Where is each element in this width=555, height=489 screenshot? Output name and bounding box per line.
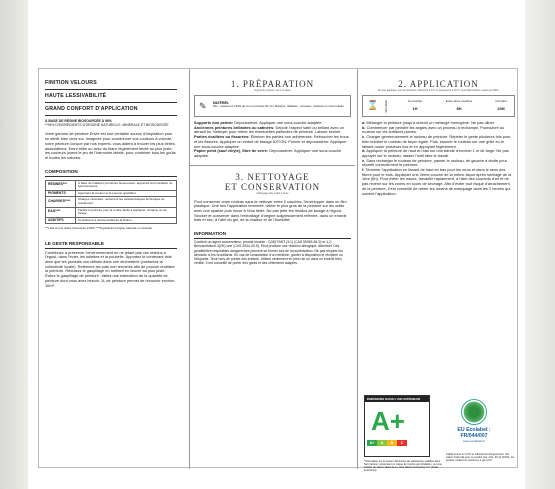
ecolabel-title: EU Ecolabel : FR/044/007 — [457, 427, 491, 439]
comfort-heading: GRAND CONFORT D'APPLICATION — [45, 103, 177, 116]
right-column — [357, 69, 519, 473]
application-subtitle: Ne pas appliquer par température inférieure à 8°C et supérieure à 25°C. Humidité relative maximum 80%. — [377, 89, 500, 92]
finish-heading: FINITION VELOURS — [45, 77, 177, 90]
scale-b: B — [387, 440, 397, 446]
scale-a-plus: A+ — [367, 440, 377, 446]
table-row: RÉSINES*** À base de matières premières biosourcées, apportant la formulation du liant biosourcé. — [46, 180, 177, 190]
list-item: e. Sans recharger le rouleau de peinture, passer le rouleau, de gauche à droite pour répartir correctement la peinture. — [362, 157, 507, 168]
emissions-scale — [367, 440, 407, 446]
application-title: 2. APPLICATION — [398, 79, 479, 89]
table-row: CHARGES**** Charges minérales, renforcent les caractéristiques techniques du revêtement. — [46, 197, 177, 207]
preparation-subtitle: Supports propres, secs et sains — [254, 89, 291, 92]
list-item: c. Charger généreusement le rouleau de peinture. Répéter le geste plusieurs fois pour bien imbiber le rouleau de façon égale. Puis, essorer le rouleau sur une grille en le faisant rouler plusieurs fois et en appuyant légèrement. — [362, 134, 511, 149]
brush-icon: ✎ — [199, 101, 207, 111]
scale-c: C — [397, 440, 407, 446]
ecolabel-flower-icon — [461, 399, 487, 425]
composition-note: ***Liant ici une résine biosourcée à 96% ****Ingrédients d'origine naturelle ou minérale — [45, 226, 152, 231]
table-row: PIGMENTS Apportent la couleur et le pouvoir opacifiant. — [46, 190, 177, 197]
geste-paragraph: Contribuez à préserver l'environnement en ne jetant pas vos résidus à l'égout, dans l'évier, les toilettes et la poubelle. Apportez le contenant vide ainsi que les produits non utilisés dans une déchetterie (contactez la collectivité locale). Refermez les pots non terminés afin de pouvoir réutiliser la peinture. Réduisez le gaspillage en mettant en œuvre au plus juste. Évitez le gaspillage de peinture : faites une estimation de la quantité de peinture dont vous avez besoin. 1L de peinture permet de recouvrir environ 10m². — [45, 249, 175, 288]
materiel-text: Mur : rouleau en 12/20 de mur et pinceau 30 mm. Boiserie, radiateur : pinceaux, rouleaux en mini-rouleau — [213, 104, 344, 108]
emissions-note: *Information sur le niveau d'émission de substances volatiles dans l'air intérieur, présentant un risque de toxicité par inhalation, sur une échelle de classe allant de A+ (très faibles émissions) à C (fortes émissions). — [364, 460, 442, 473]
table-row: EAU**** Facilite la peinture pour la rendre facile à appliquer, d'origine ou de forage. — [46, 207, 177, 217]
emissions-heading: ÉMISSIONS DANS L'AIR INTÉRIEUR — [365, 396, 429, 402]
background-right — [525, 0, 555, 489]
materiel-label: MATÉRIEL — [213, 101, 230, 105]
ecolabel — [444, 399, 504, 443]
cleaning-title: 3. NETTOYAGE ET CONSERVATION — [224, 171, 321, 192]
information-text: Contient un agent conservateur, produit biocide : C(M)IT/MIT (3:1) (CAS 55965-84-9) et 1,2-Benzisothiazol-3(2H)-one (CAS 2634-33-5). Peut produire une réaction allergique. Attention! Des gouttelettes respirables dangereuses peuvent se former lors de la pulvérisation. Ne pas respirer les aérosols ni les brouillards. En cas de consultation d'un médecin, garder à disposition le récipient ou l'étiquette. Tenir hors de portée des enfants. Utiliser seulement en plein air ou dans un endroit bien ventilé. Il est conseillé de porter des gants et des vêtements adaptés. — [194, 240, 343, 266]
drying-box: ⌛ SÉCHAGE Au toucher 1H Entre deux couches 6H Complet 24H — [362, 95, 515, 117]
emissions-label — [364, 395, 430, 457]
biobased-note: **94% D'INGRÉDIENTS D'ORIGINE NATURELLE, MINÉRALE ET BIOSOURCÉE — [45, 123, 169, 128]
background-left — [0, 0, 28, 489]
list-item: b. Commencer par peindre les angles avec un pinceau à rechampir. Poursuivre au rouleau sur les surfaces planes. — [362, 124, 505, 135]
ecolabel-url: www.ecolabels.fr — [462, 439, 486, 443]
cleaning-text: Pour conserver votre rouleau sans le nettoyer entre 2 couches, l'envelopper dans un film plastique. Une fois l'application terminée, retirer le plus gros de la peinture sur les outils avec une spatule puis rincer à l'eau tiède. Ne pas jeter les résidus de lavage à l'égout. Stocker et conserver dans l'emballage d'origine soigneusement refermé, dans un endroit frais et sec, à l'abri du gel, de la chaleur et de l'humidité. — [194, 198, 347, 223]
list-item: a. Mélanger la peinture jusqu'à obtenir un mélange homogène. Ne pas diluer. — [362, 120, 495, 125]
scale-a: A — [377, 440, 387, 446]
ecolabel-note: Faible teneur en COV et substances dangereuses. Voir valeur limite UE pour ce produit (cat. A/a): 30 g/l (2010). Ce produit contient au maximum 1 g/L COV. — [446, 453, 515, 463]
list-item: d. Appliquer la peinture de haut en bas sur une bande d'environ 1 m de large. Ne pas appuyer sur le rouleau, laisser l'outil faire le travail. — [362, 148, 509, 158]
table-row: ADDITIFS Contribuent à rendre parfait de la finition. — [46, 217, 177, 224]
information-title: INFORMATION — [194, 229, 351, 239]
geste-title: LE GESTE RESPONSABLE — [45, 239, 177, 249]
composition-title: COMPOSITION — [45, 167, 177, 177]
drying-label: SÉCHAGE — [385, 100, 388, 113]
preparation-title: 1. PRÉPARATION — [230, 79, 315, 89]
middle-column — [189, 69, 355, 469]
composition-table — [45, 180, 177, 225]
hourglass-icon: ⌛ — [367, 100, 379, 110]
left-column — [39, 69, 183, 288]
washability-heading: HAUTE LESSIVABILITÉ — [45, 90, 177, 103]
emissions-grade: A+ — [371, 406, 405, 436]
cleaning-subtitle: Nettoyage des outils à l'eau — [256, 191, 289, 195]
list-item: f. Terminer l'application en lissant de haut en bas pour les murs et dans le sens des fibres pour le bois. Appliquer une 2ème couche de la même façon après séchage de la 1ère (6h). Pour éviter les traces, travailler rapidement, à l'abri des courants d'air et ne pas revenir sur les zones en cours de séchage. Afin d'éviter tout risque d'arrachement de la peinture, il est conseillé de retirer les rubans de masquage dans les 2 heures qui suivent l'application. — [362, 167, 512, 196]
materiel-box — [194, 95, 351, 117]
biobased-text: À BASE DE RÉSINE BIOSOURCÉE À 96% — [45, 119, 112, 123]
paint-label — [38, 68, 518, 473]
preparation-text: Supports non peints: Dépoussiérer. Appliquer une sous-couche adaptée. Anciennes peintures brillantes ou satinées: Dépolir l'aspect satin ou brillant avec un abrasif fin. Nettoyer pour retirer les éventuelles particules de peinture. Laisser sécher. Parties écaillées ou fissurées: Éliminer les parties non adhérentes. Reboucher les trous et les fissures. Appliquer un enduit de lissage AXTON. Poncer et dépoussiérer. Appliquer une sous-couche adaptée. Papier peint (sauf vinyle), fibre de verre: Dépoussiérer. Appliquer une sous-couche adaptée. — [194, 120, 349, 158]
intro-paragraph: Votre gamme de peinture Envie est une véritable source d'inspiration pour se sentir bien chez soi. Imaginée pour coordonner vos couleurs à volonté, notre peinture conçue par nos experts, vous aidera à trouver les plus belles associations. Entre elles ou avec du blanc légèrement teinté au plus juste, les couleurs jouent le jeu de l'harmonie idéale, pour combiner tous les goûts et toutes les natures. — [45, 131, 176, 160]
application-steps — [362, 121, 515, 196]
